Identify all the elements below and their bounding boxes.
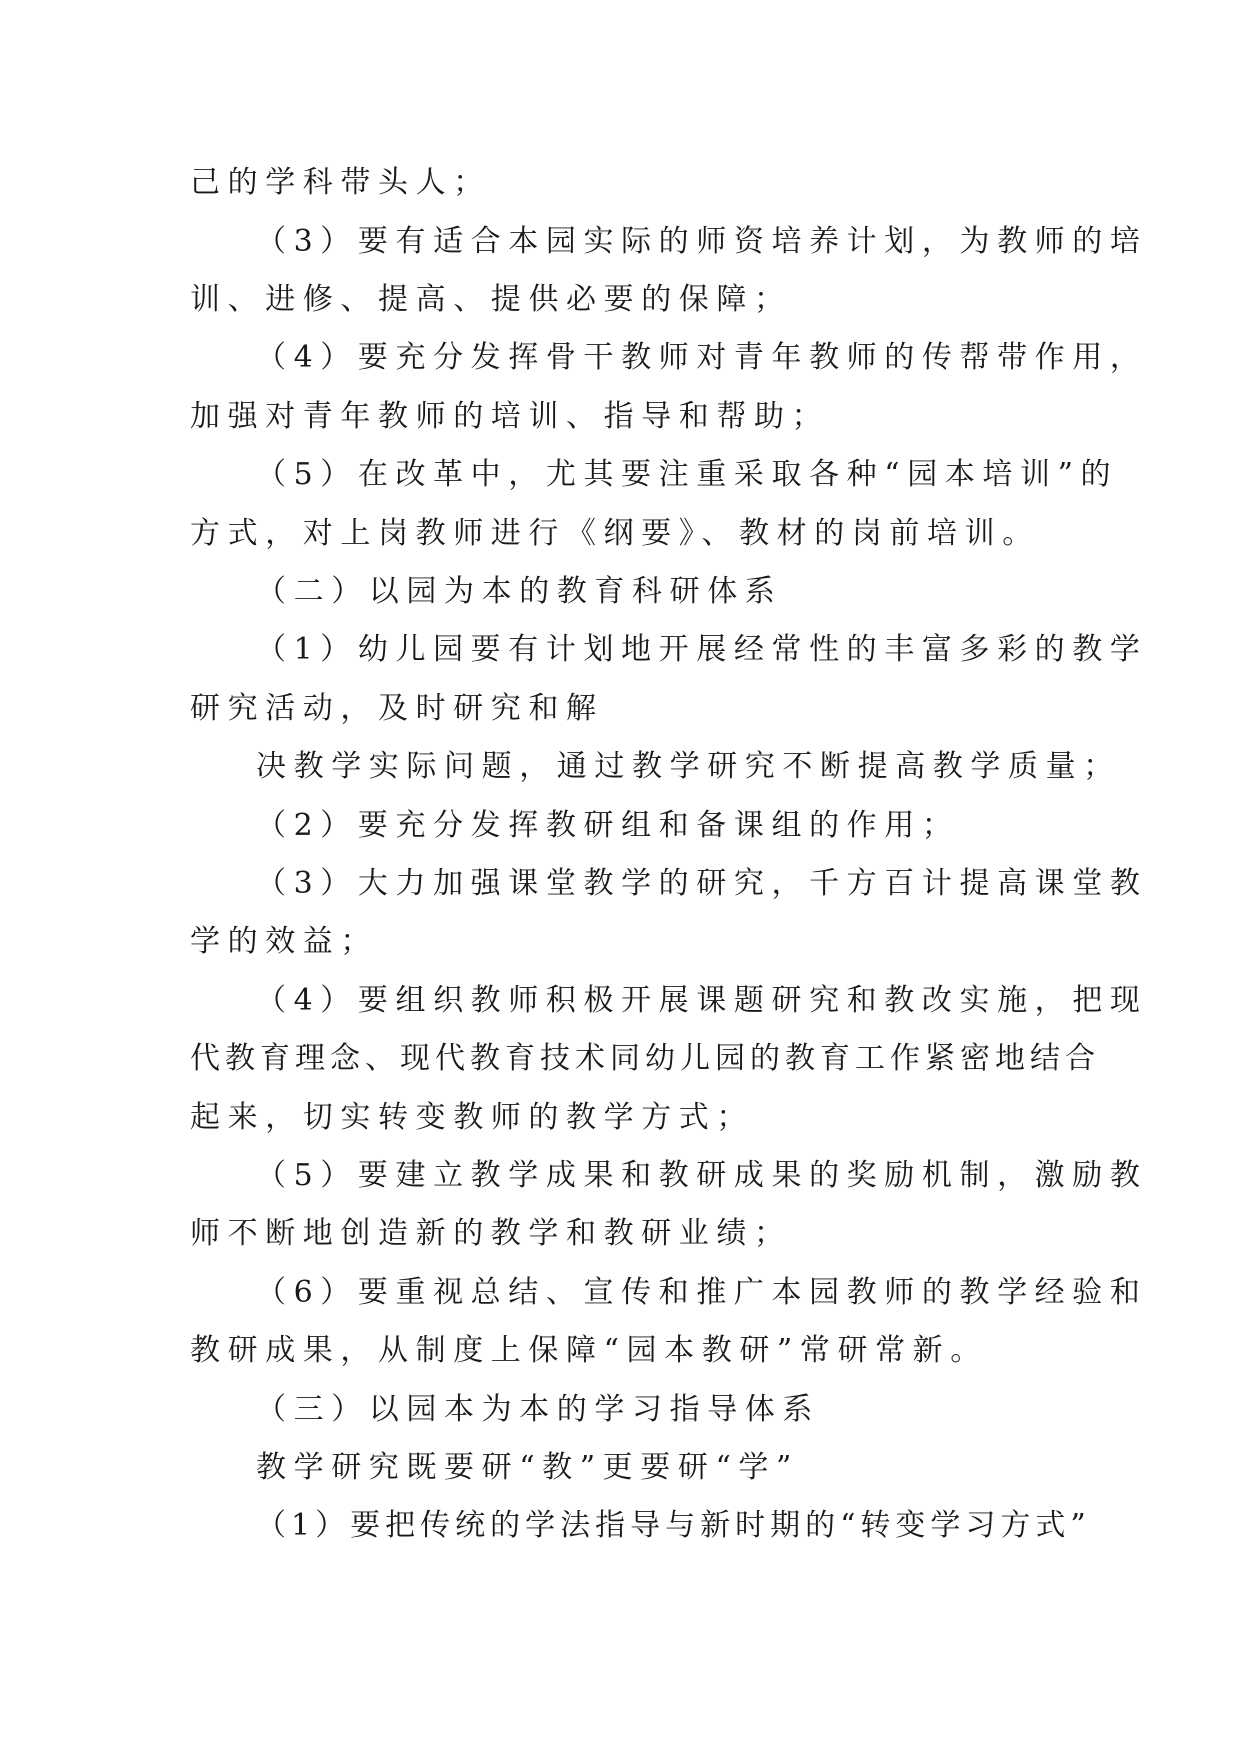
text-line: 研究活动，及时研究和解 (190, 691, 604, 726)
text-line: 起来，切实转变教师的教学方式； (190, 1100, 754, 1135)
text-line: （5）要建立教学成果和教研成果的奖励机制，激励教 (256, 1158, 1148, 1193)
text-line: （1）要把传统的学法指导与新时期的“转变学习方式” (256, 1508, 1091, 1543)
text-line: 学的效益； (190, 924, 378, 959)
text-line: （2）要充分发挥教研组和备课组的作用； (256, 808, 960, 843)
text-line: （6）要重视总结、宣传和推广本园教师的教学经验和 (256, 1275, 1148, 1310)
text-line: 方式，对上岗教师进行《纲要》、教材的岗前培训。 (190, 516, 1040, 551)
text-line: （3）要有适合本园实际的师资培养计划，为教师的培 (256, 224, 1148, 259)
text-line: 教学研究既要研“教”更要研“学” (256, 1450, 799, 1485)
text-line: 加强对青年教师的培训、指导和帮助； (190, 399, 830, 434)
section-heading: （二）以园为本的教育科研体系 (256, 574, 783, 609)
text-line: 教研成果，从制度上保障“园本教研”常研常新。 (190, 1333, 988, 1368)
text-line: （3）大力加强课堂教学的研究，千方百计提高课堂教 (256, 866, 1148, 901)
text-line: 己的学科带头人； (190, 165, 491, 200)
text-line: （1）幼儿园要有计划地开展经常性的丰富多彩的教学 (256, 632, 1148, 667)
text-line: （4）要组织教师积极开展课题研究和教改实施，把现 (256, 983, 1148, 1018)
text-line: 师不断地创造新的教学和教研业绩； (190, 1216, 792, 1251)
text-line: （5）在改革中，尤其要注重采取各种“园本培训”的 (256, 457, 1119, 492)
text-line: （4）要充分发挥骨干教师对青年教师的传帮带作用， (256, 340, 1148, 375)
text-line: 训、进修、提高、提供必要的保障； (190, 282, 792, 317)
text-line: 代教育理念、现代教育技术同幼儿园的教育工作紧密地结合 (190, 1041, 1100, 1076)
section-heading: （三）以园本为本的学习指导体系 (256, 1392, 820, 1427)
text-line: 决教学实际问题，通过教学研究不断提高教学质量； (256, 749, 1121, 784)
